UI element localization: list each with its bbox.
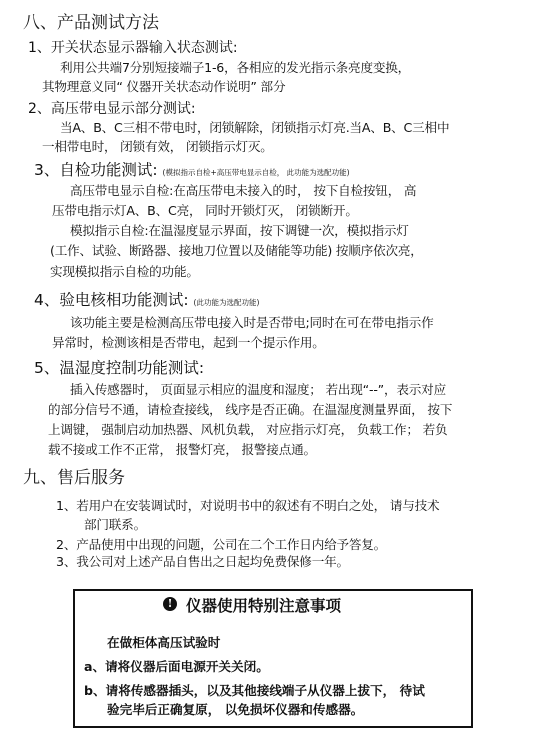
- notice-item-a: a、请将仪器后面电源开关关闭。: [84, 659, 269, 674]
- section-8-title: 八、产品测试方法: [23, 13, 159, 33]
- item-3-line-2: 压带电指示灯A、B、C亮， 同时开锁灯灭， 闭锁断开。: [52, 203, 358, 218]
- section-9-title: 九、售后服务: [23, 468, 125, 488]
- service-item-1: 1、若用户在安装调试时，对说明书中的叙述有不明白之处， 请与技术: [56, 498, 440, 513]
- item-5-line-4: 载不接或工作不正常， 报警灯亮， 报警接点通。: [48, 442, 316, 457]
- item-4-line-2: 异常时，检测该相是否带电，起到一个提示作用。: [52, 335, 325, 350]
- notice-subtitle: 在做柜体高压试验时: [107, 635, 221, 650]
- item-2-line-1: 当A、B、C三相不带电时，闭锁解除，闭锁指示灯亮.当A、B、C三相中: [60, 120, 450, 135]
- item-3-note: (模拟指示自检+高压带电显示自检， 此功能为选配功能): [162, 168, 350, 177]
- service-item-1-cont: 部门联系。: [84, 517, 146, 532]
- item-3-line-5: 实现模拟指示自检的功能。: [50, 264, 199, 279]
- service-item-3: 3、我公司对上述产品自售出之日起均免费保修一年。: [56, 554, 349, 569]
- exclamation-icon: !: [163, 597, 177, 611]
- item-1-line-1: 利用公共端7分别短接端子1-6，各相应的发光指示条亮度变换，: [60, 60, 411, 75]
- service-item-2: 2、产品使用中出现的问题，公司在二个工作日内给予答复。: [56, 537, 387, 552]
- item-4-note: (此功能为选配功能): [193, 298, 260, 307]
- item-3-heading-row: [34, 158, 350, 180]
- item-3-heading: 3、自检功能测试:: [34, 161, 158, 179]
- item-4-line-1: 该功能主要是检测高压带电接入时是否带电;同时在可在带电指示作: [70, 315, 434, 330]
- notice-title: 仪器使用特别注意事项: [186, 597, 342, 615]
- item-4-heading-row: [34, 288, 259, 310]
- item-3-line-1: 高压带电显示自检:在高压带电未接入的时， 按下自检按钮， 高: [70, 183, 417, 198]
- item-3-line-4: (工作、试验、断路器、接地刀位置以及储能等功能) 按顺序依次亮，: [50, 243, 423, 258]
- item-5-line-2: 的部分信号不通，请检查接线， 线序是否正确。在温湿度测量界面， 按下: [48, 402, 453, 417]
- item-4-heading: 4、验电核相功能测试:: [34, 291, 189, 309]
- item-5-line-1: 插入传感器时， 页面显示相应的温度和湿度； 若出现“--”，表示对应: [70, 382, 446, 397]
- item-5-heading: 5、温湿度控制功能测试:: [34, 359, 205, 377]
- item-1-line-2: 其物理意义同“ 仪器开关状态动作说明” 部分: [42, 79, 286, 94]
- notice-item-b-line-2: 验完毕后正确复原， 以免损坏仪器和传感器。: [107, 702, 364, 717]
- item-3-line-3: 模拟指示自检:在温湿度显示界面，按下调键一次，模拟指示灯: [70, 223, 409, 238]
- notice-item-b-line-1: b、请将传感器插头，以及其他接线端子从仪器上拔下， 待试: [84, 683, 425, 698]
- item-1-heading: 1、开关状态显示器输入状态测试:: [28, 40, 238, 56]
- item-2-heading: 2、高压带电显示部分测试:: [28, 101, 196, 117]
- item-5-line-3: 上调键， 强制启动加热器、风机负载， 对应指示灯亮， 负载工作； 若负: [48, 422, 448, 437]
- item-2-line-2: 一相带电时， 闭锁有效， 闭锁指示灯灭。: [42, 139, 273, 154]
